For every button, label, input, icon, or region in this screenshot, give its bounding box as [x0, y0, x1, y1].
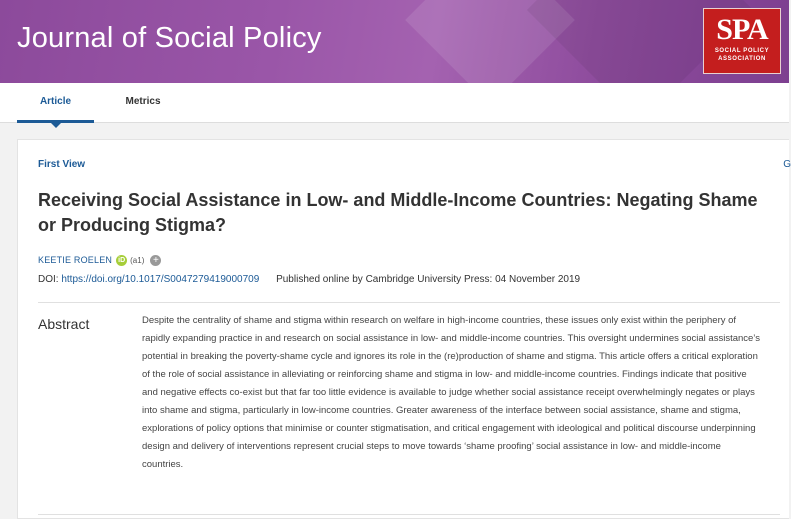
journal-title[interactable]: Journal of Social Policy [17, 22, 322, 54]
divider [38, 514, 780, 515]
orcid-icon[interactable]: iD [118, 256, 126, 264]
author-row [38, 253, 161, 267]
logo-main-text: SPA [716, 13, 768, 46]
abstract-heading: Abstract [38, 316, 90, 332]
doi-link[interactable]: https://doi.org/10.1017/S0047279419000709 [61, 274, 260, 285]
abstract-text: Despite the centrality of shame and stigma within research on welfare in high-income countries, these issues only exist within the periphery of rapidly expanding practice in and research on social assistance in low- and middle-income countries. This oversight undermines social assistance’s potential in breaking the poverty-shame cycle and ignores its role in the (re)production of shame and stigma. This article offers a critical exploration of the role of social assistance in alleviating or reinforcing shame and stigma in low- and middle-income countries. Findings indicate that positive and negative effects co-exist but that far too little evidence is available to judge whether social assistance receipt overwhelmingly negates or plays into shame and stigma, particularly in low-income countries. Greater awareness of the interface between social assistance, shame and stigma, explorations of policy options that minimise or counter stigmatisation, and critical engagement with ideological and political discourse underpinning design and delivery of interventions represent crucial steps to move towards ‘shame proofing’ social assistance in low- and middle-income countries. [142, 315, 760, 470]
author-link[interactable]: KEETIE ROELEN [38, 255, 113, 265]
spa-logo[interactable] [703, 8, 781, 74]
tab-article-label: Article [39, 96, 72, 107]
affiliation-marker: (a1) [130, 255, 145, 265]
cut-off-link[interactable]: G [783, 159, 791, 170]
journal-banner [0, 0, 789, 83]
doi-label: DOI: [38, 274, 59, 285]
expand-author-icon[interactable]: + [150, 255, 161, 266]
article-tabs [0, 83, 789, 123]
article-title: Receiving Social Assistance in Low- and Middle-Income Countries: Negating Shame or Producing Stigma? [38, 190, 758, 235]
logo-line2: ASSOCIATION [718, 56, 766, 62]
section-label[interactable]: First View [38, 159, 86, 170]
published-date: Published online by Cambridge University Press: 04 November 2019 [276, 274, 581, 285]
logo-line1: SOCIAL POLICY [714, 48, 770, 54]
tab-article[interactable] [17, 83, 94, 123]
article-card [17, 139, 789, 519]
divider [38, 302, 780, 303]
tab-metrics[interactable] [109, 83, 177, 123]
tab-metrics-label: Metrics [125, 96, 161, 107]
doi-row [38, 274, 580, 285]
caret-down-icon [51, 123, 61, 128]
